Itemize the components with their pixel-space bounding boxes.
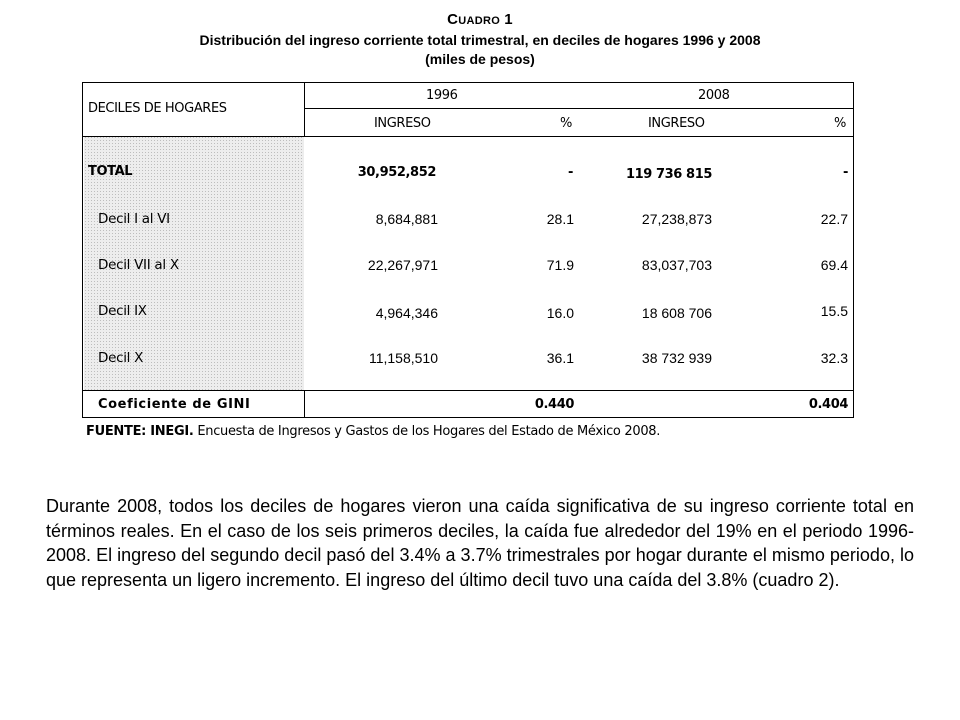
decil-ix-pct-1996: 16.0 [546,305,574,321]
table-top-rule [82,82,854,83]
title-line-2: (miles de pesos) [425,51,535,67]
year-2008-header: 2008 [698,88,730,103]
decil-x-ingreso-1996: 11,158,510 [368,350,438,366]
ingreso-1996-header: INGRESO [374,116,431,131]
body-paragraph: Durante 2008, todos los deciles de hogares vieron una caída significativa de su ingreso corriente total en términos reales. En el caso de los seis primeros deciles, la caída fue alrededor del 19% en el periodo 1996-2008. El ingreso del segundo decil pasó del 3.4% a 3.7% trimestrales por hogar durante el mismo periodo, lo que representa un ligero incremento. El ingreso del último decil tuvo una caída del 3.8% (cuadro 2). [46,496,914,590]
cuadro-rest: UADRO [458,15,501,27]
total-pct-1996: - [568,165,573,180]
gini-top-rule [82,390,854,391]
gini-label: Coeficiente de GINI [98,397,251,412]
decil-i-vi-pct-1996: 28.1 [546,211,574,227]
total-pct-2008: - [843,165,848,180]
cuadro-label [0,10,960,31]
year-1996-header: 1996 [426,88,458,103]
table-source [86,424,660,439]
decil-x-pct-1996: 36.1 [546,350,574,366]
gini-divider [304,390,305,418]
total-ingreso-1996: 30,952,852 [357,165,436,180]
cuadro-number: 1 [504,11,513,28]
decil-vii-x-ingreso-1996: 22,267,971 [367,257,438,273]
pct-1996-header: % [560,116,572,131]
decil-i-vi-pct-2008: 22.7 [820,211,848,227]
decil-i-vi-ingreso-2008: 27,238,873 [641,211,712,227]
ingreso-2008-header: INGRESO [648,116,705,131]
decil-x-ingreso-2008: 38 732 939 [641,350,712,366]
header-bottom-rule [82,136,854,137]
table-right-border [853,82,854,418]
gini-1996: 0.440 [534,397,574,412]
label-header-divider [304,82,305,136]
decil-ix-pct-2008: 15.5 [820,303,848,319]
row-label-decil-ix: Decil IX [98,303,147,319]
table-title [0,10,960,69]
row-label-total: TOTAL [88,164,133,179]
decil-ix-ingreso-2008: 18 608 706 [641,305,712,321]
decil-ix-ingreso-1996: 4,964,346 [375,305,438,321]
decil-vii-x-ingreso-2008: 83,037,703 [641,257,712,273]
decil-x-pct-2008: 32.3 [820,350,848,366]
decil-vii-x-pct-1996: 71.9 [546,257,574,273]
decil-i-vi-ingreso-1996: 8,684,881 [375,211,438,227]
year-header-rule [304,108,854,109]
total-ingreso-2008: 119 736 815 [625,167,712,182]
row-header-label: DECILES DE HOGARES [88,101,227,116]
cuadro-first-letter: C [447,11,459,28]
row-label-decil-x: Decil X [98,350,144,366]
source-text: Encuesta de Ingresos y Gastos de los Hogares del Estado de México 2008. [193,424,661,439]
gini-2008: 0.404 [808,397,848,412]
title-line-1: Distribución del ingreso corriente total trimestral, en deciles de hogares 1996 y 2008 [199,32,761,48]
pct-2008-header: % [834,116,846,131]
table-bottom-rule [82,417,854,418]
row-label-decil-vii-x: Decil VII al X [98,257,179,273]
decil-vii-x-pct-2008: 69.4 [820,257,848,273]
source-label: FUENTE: INEGI. [86,424,194,439]
row-label-decil-i-vi: Decil I al VI [98,211,170,227]
table-left-border [82,82,83,418]
